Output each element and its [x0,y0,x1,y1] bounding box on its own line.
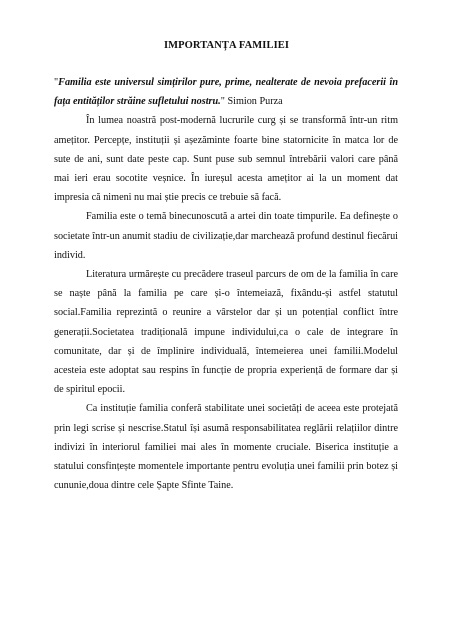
epigraph-quote [54,73,398,111]
quote-open-mark: " [54,77,59,88]
quote-close-mark: " [220,96,225,108]
document-title: IMPORTANȚA FAMILIEI [163,40,290,51]
paragraph: Literatura urmărește cu precădere traseul parcurs de om de la familia în care se naște până la familia pe care și-o întemeiază, fixându-și astfel statutul social.Familia reprezintă o reunire a vârstelor dar și un potențial conflict între generații.Societatea tradițională impune individului,ca o cale de integrare în comunitate, dar și de împlinire individuală, întemeierea unei familii.Modelul acesteia este adoptat sau respins în funcție de propria experiență de formare dar și de spiritul epocii. [54,269,398,396]
quote-text: Familia este universul simțirilor pure, prime, nealterate de nevoia prefacerii în fața entităților străine sufletului nostru. [54,77,398,108]
paragraph: Familia este o temă binecunoscută a artei din toate timpurile. Ea definește o societate într-un anumit stadiu de civilizație,dar marchează profund destinul fiecărui individ. [54,211,398,261]
document-body [54,73,398,495]
quote-author: Simion Purza [224,96,283,108]
paragraph: În lumea noastră post-modernă lucrurile curg și se transformă într-un ritm amețitor. Percepțe, instituții și așezăminte foarte bine statornicite în matca lor de sute de ani, sunt date peste cap. Sunt puse sub semnul întrebării valori care până mai ieri erau socotite veșnice. În iureșul acesta amețitor ai la un moment dat impresia că nimeni nu mai știe precis ce trebuie să facă. [54,115,398,204]
paragraph: Ca instituție familia conferă stabilitate unei societăți de aceea este protejată prin legi scrise și nescrise.Statul își asumă responsabilitatea reglării relațiilor dintre indivizi în interiorul familiei mai ales în momente cruciale. Biserica instituție a statului consfințește momentele importante pentru evoluția unei familii prin botez și cununie,doua dintre cele Șapte Sfinte Taine. [54,403,398,492]
